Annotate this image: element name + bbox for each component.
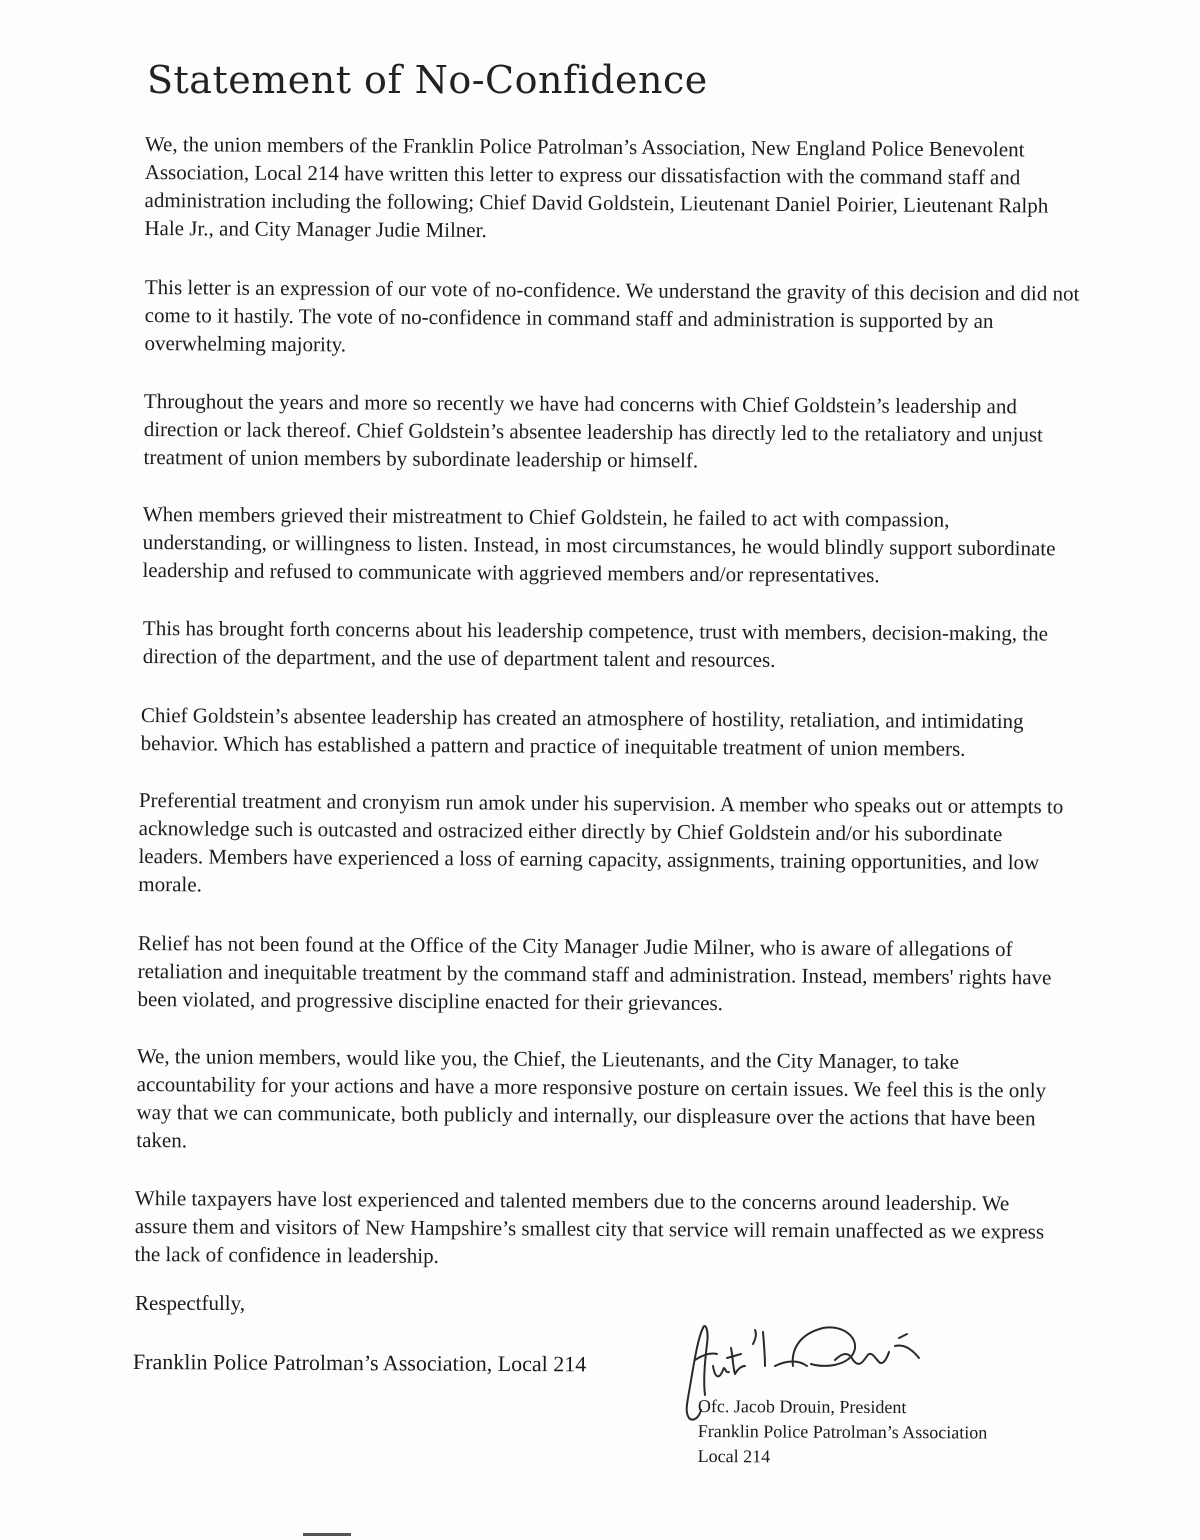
paragraph-grievances: When members grieved their mistreatment to Chief Goldstein, he failed to act with compassion, understanding, or willingness to listen. Instead, in most circumstances, he would blindly support subordinate leadership and refused to communicate with aggrieved members and/or representatives. <box>142 501 1056 588</box>
page-edge-mark <box>303 1533 351 1536</box>
closing-salutation: Respectfully, <box>135 1291 246 1315</box>
signer-local: Local 214 <box>697 1445 771 1467</box>
paragraph-city-manager: Relief has not been found at the Office of the City Manager Judie Milner, who is aware of allegations of retaliation and inequitable treatment by the command staff and administration. Instead, members' rights have been violated, and progressive discipline enacted for their grievances. <box>137 930 1052 1016</box>
signer-organization: Franklin Police Patrolman’s Association <box>697 1420 988 1443</box>
document-title: Statement of No-Confidence <box>147 58 708 102</box>
signer-name-title: Ofc. Jacob Drouin, President <box>697 1396 907 1418</box>
paragraph-vote: This letter is an expression of our vote of no-confidence. We understand the gravity of this decision and did not come to it hastily. The vote of no-confidence in command staff and administration is supported by an overwhelming majority. <box>144 274 1080 357</box>
paragraph-accountability: We, the union members, would like you, the Chief, the Lieutenants, and the City Manager, to take accountability for your actions and have a more responsive posture on certain issues. We feel this is the only way that we can communicate, both publicly and internally, our displeasure over the actions that have been taken. <box>136 1044 1047 1153</box>
paragraph-intro: We, the union members of the Franklin Police Patrolman’s Association, New England Police Benevolent Association, Local 214 have written this letter to express our dissatisfaction with the command staff and administration including the following; Chief David Goldstein, Lieutenant Daniel Poirier, Lieutenant Ralph Hale Jr., and City Manager Judie Milner. <box>144 131 1049 243</box>
paragraph-taxpayers: While taxpayers have lost experienced and talented members due to the concerns around leadership. We assure them and visitors of New Hampshire’s smallest city that service will remain unaffected as we express the lack of confidence in leadership. <box>134 1186 1045 1268</box>
paragraph-concerns: Throughout the years and more so recently we have had concerns with Chief Goldstein’s leadership and direction or lack thereof. Chief Goldstein’s absentee leadership has directly led to the retaliatory and unjust treatment of union members by subordinate leadership or himself. <box>143 388 1044 473</box>
paragraph-cronyism: Preferential treatment and cronyism run amok under his supervision. A member who speaks out or attempts to acknowledge such is outcasted and ostracized either directly by Chief Goldstein and/or his subordinate leaders. Members have experienced a loss of earning capacity, assignments, training opportunities, and low morale. <box>138 787 1064 897</box>
paragraph-competence: This has brought forth concerns about his leadership competence, trust with members, decision-making, the direction of the department, and the use of department talent and resources. <box>142 615 1049 672</box>
paragraph-hostility: Chief Goldstein’s absentee leadership has created an atmosphere of hostility, retaliation, and intimidating behavior. Which has established a pattern and practice of inequitable treatment of union members. <box>140 702 1024 761</box>
signer-block <box>698 1394 988 1471</box>
signature-organization-line: Franklin Police Patrolman’s Association, Local 214 <box>132 1349 587 1377</box>
